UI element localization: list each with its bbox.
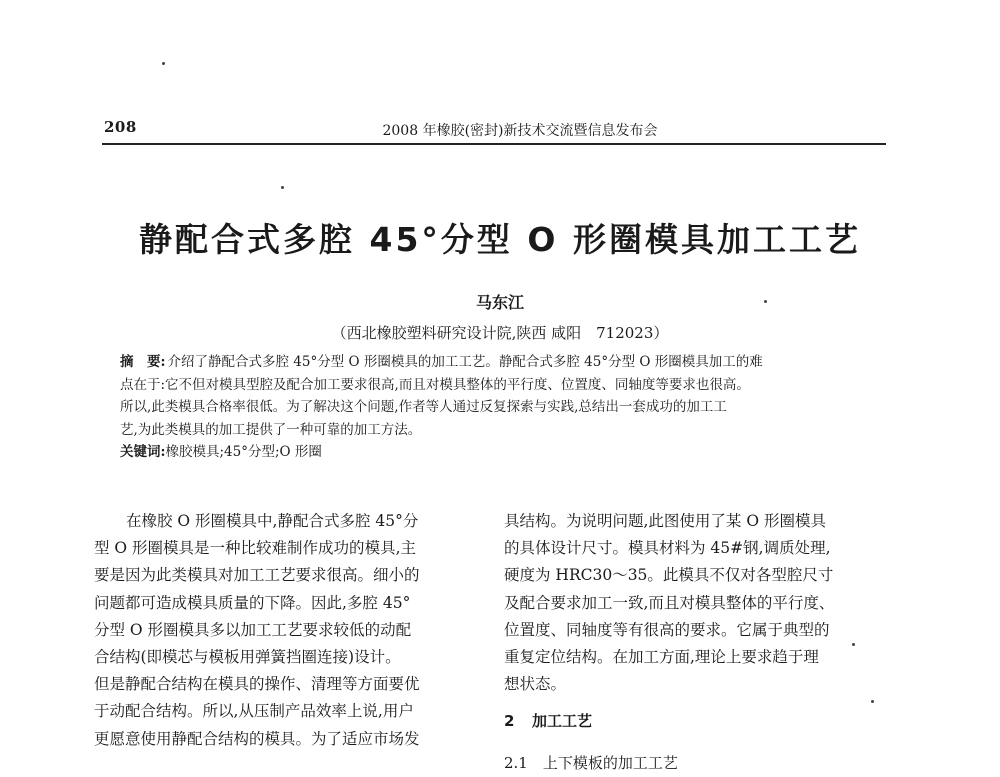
body-line: 重复定位结构。在加工方面,理论上要求趋于理	[504, 647, 819, 666]
subsection-heading: 2.1 上下模板的加工工艺	[504, 754, 678, 773]
body-line: 的具体设计尺寸。模具材料为 45#钢,调质处理,	[504, 539, 831, 558]
abstract-text: 介绍了静配合式多腔 45°分型 O 形圈模具的加工工艺。静配合式多腔 45°分型 O 形圈模具加工的难	[167, 354, 763, 370]
body-line: 及配合要求加工一致,而且对模具整体的平行度、	[504, 593, 835, 612]
body-line: 但是静配合结构在模具的操作、清理等方面要优	[94, 675, 420, 694]
keywords-label: 关键词:	[120, 444, 166, 460]
left-column	[94, 508, 479, 753]
body-line: 合结构(即模芯与模板用弹簧挡圈连接)设计。	[94, 647, 401, 666]
abstract-line: 所以,此类模具合格率很低。为了解决这个问题,作者等人通过反复探索与实践,总结出一套成功的加工工	[120, 399, 727, 415]
author-name: 马东江	[475, 293, 524, 312]
keywords-text: 橡胶模具;45°分型;O 形圈	[165, 444, 322, 460]
running-header: 2008 年橡胶(密封)新技术交流暨信息发布会	[382, 123, 658, 139]
body-line: 想状态。	[504, 675, 567, 694]
article-title: 静配合式多腔 45°分型 O 形圈模具加工工艺	[139, 220, 861, 259]
body-line: 更愿意使用静配合结构的模具。为了适应市场发	[94, 729, 420, 748]
section-heading	[504, 706, 889, 736]
scan-speck	[281, 186, 284, 189]
body-line: 具结构。为说明问题,此图使用了某 O 形圈模具	[504, 512, 826, 530]
body-line: 在橡胶 O 形圈模具中,静配合式多腔 45°分	[126, 512, 419, 530]
abstract-line	[120, 351, 880, 374]
section-number: 2	[504, 712, 515, 731]
abstract	[120, 351, 880, 464]
body-line: 问题都可造成模具质量的下降。因此,多腔 45°	[94, 593, 411, 612]
body-line: 硬度为 HRC30～35。此模具不仅对各型腔尺寸	[504, 566, 834, 585]
keywords-line	[120, 441, 880, 464]
body-line: 分型 O 形圈模具多以加工工艺要求较低的动配	[94, 620, 412, 639]
body-line: 要是因为此类模具对加工工艺要求很高。细小的	[94, 566, 420, 585]
author-affiliation: （西北橡胶塑料研究设计院,陕西 咸阳 712023）	[331, 324, 669, 342]
section-title: 加工工艺	[532, 712, 593, 731]
body-line: 型 O 形圈模具是一种比较难制作成功的模具,主	[94, 539, 416, 558]
header-rule	[102, 143, 886, 145]
page-number: 208	[104, 118, 137, 136]
body-line: 于动配合结构。所以,从压制产品效率上说,用户	[94, 702, 414, 721]
abstract-label: 摘 要:	[120, 354, 166, 370]
abstract-line: 点在于:它不但对模具型腔及配合加工要求很高,而且对模具整体的平行度、位置度、同轴度等要求也很高。	[120, 376, 750, 393]
scan-speck	[162, 62, 165, 65]
body-line: 位置度、同轴度等有很高的要求。它属于典型的	[504, 620, 830, 639]
right-column	[504, 508, 889, 777]
scan-speck	[764, 300, 767, 303]
abstract-line: 艺,为此类模具的加工提供了一种可靠的加工方法。	[120, 421, 422, 438]
